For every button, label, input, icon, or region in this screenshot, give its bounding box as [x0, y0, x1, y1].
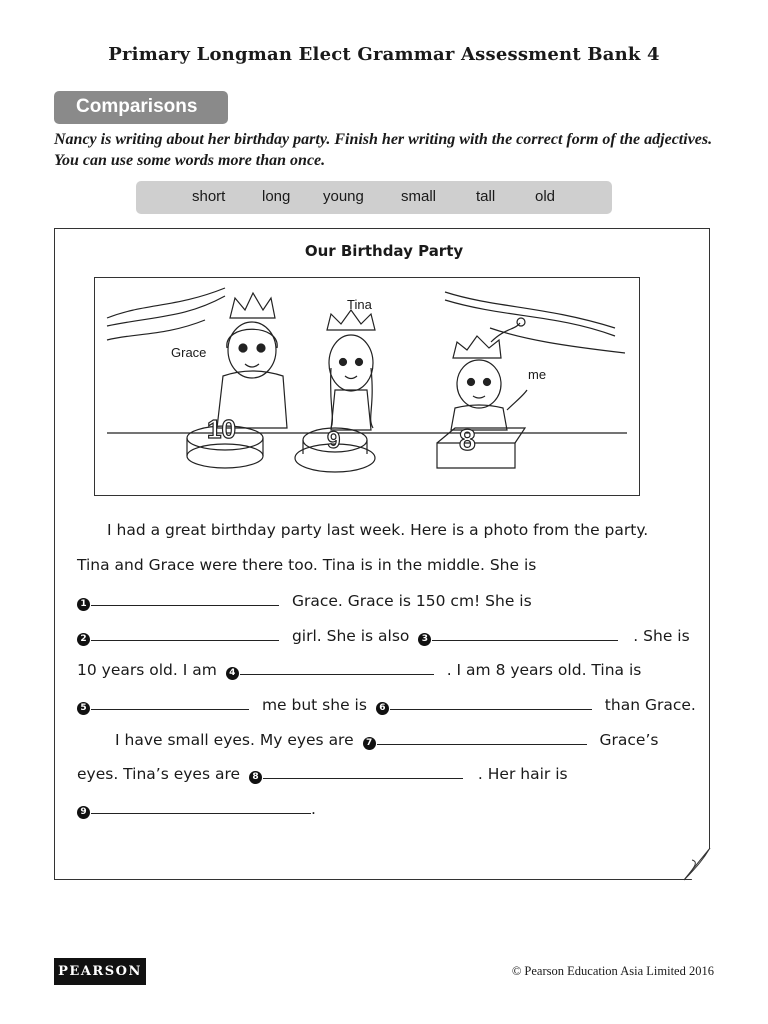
party-illustration [94, 277, 640, 496]
answer-blank-9[interactable] [91, 799, 311, 814]
answer-blank-2[interactable] [91, 626, 279, 641]
blank-number: 6 [376, 702, 389, 715]
story-text: girl. She is also [291, 627, 410, 645]
label-grace: Grace [171, 345, 207, 360]
story-text: me but she is [261, 696, 367, 714]
story-text: than Grace. [604, 696, 696, 714]
publisher-logo: PEARSON [54, 958, 146, 985]
story-text: Tina and Grace were there too. Tina is in the middle. She is [77, 556, 537, 574]
svg-text:9: 9 [327, 427, 341, 454]
blank-number: 3 [418, 633, 431, 646]
section-tag: Comparisons [54, 91, 228, 124]
story-line [77, 556, 536, 574]
story-line [77, 660, 641, 680]
story-text: 10 years old. I am [77, 661, 217, 679]
blank-number: 1 [77, 598, 90, 611]
blank-number: 8 [249, 771, 262, 784]
story-title: Our Birthday Party [304, 242, 464, 260]
answer-blank-5[interactable] [91, 695, 249, 710]
story-line [77, 695, 696, 715]
story-line [77, 764, 568, 784]
label-me: me [528, 367, 547, 382]
instructions: Nancy is writing about her birthday party. Finish her writing with the correct form of the adjectives. You can use some words more than once. [54, 131, 713, 169]
story-line [77, 626, 690, 646]
word-bank-item: long [262, 188, 291, 205]
story-text: . Her hair is [477, 765, 568, 783]
story-text: I have small eyes. My eyes are [115, 731, 354, 749]
blank-number: 4 [226, 667, 239, 680]
word-bank-item: short [192, 188, 226, 205]
copyright: © Pearson Education Asia Limited 2016 [511, 964, 714, 978]
story-text: eyes. Tina’s eyes are [77, 765, 241, 783]
page-title: Primary Longman Elect Grammar Assessment Bank 4 [108, 44, 660, 65]
story-text: . I am 8 years old. Tina is [446, 661, 642, 679]
svg-text:8: 8 [459, 424, 476, 457]
answer-blank-4[interactable] [240, 660, 434, 675]
word-bank-item: tall [476, 188, 496, 205]
story-line [77, 799, 316, 819]
story-text: Grace. Grace is 150 cm! She is [291, 592, 532, 610]
story-text: . She is [633, 627, 690, 645]
answer-blank-8[interactable] [263, 764, 463, 779]
label-tina: Tina [347, 297, 372, 312]
blank-number: 5 [77, 702, 90, 715]
blank-number: 2 [77, 633, 90, 646]
blank-number: 9 [77, 806, 90, 819]
story-text: I had a great birthday party last week. Here is a photo from the party. [107, 521, 649, 539]
answer-blank-1[interactable] [91, 591, 279, 606]
word-bank-item: young [323, 188, 364, 205]
answer-blank-3[interactable] [432, 626, 618, 641]
svg-text:10: 10 [207, 414, 236, 444]
word-bank-item: old [535, 188, 556, 205]
story-line [107, 521, 648, 539]
word-bank-item: small [401, 188, 437, 205]
blank-number: 7 [363, 737, 376, 750]
answer-blank-6[interactable] [390, 695, 592, 710]
story-line [77, 591, 532, 611]
word-bank [136, 181, 612, 214]
story-text: Grace’s [599, 731, 659, 749]
page-fold-corner [684, 848, 711, 881]
story-line [115, 730, 658, 750]
story-text: . [311, 800, 316, 818]
answer-blank-7[interactable] [377, 730, 587, 745]
